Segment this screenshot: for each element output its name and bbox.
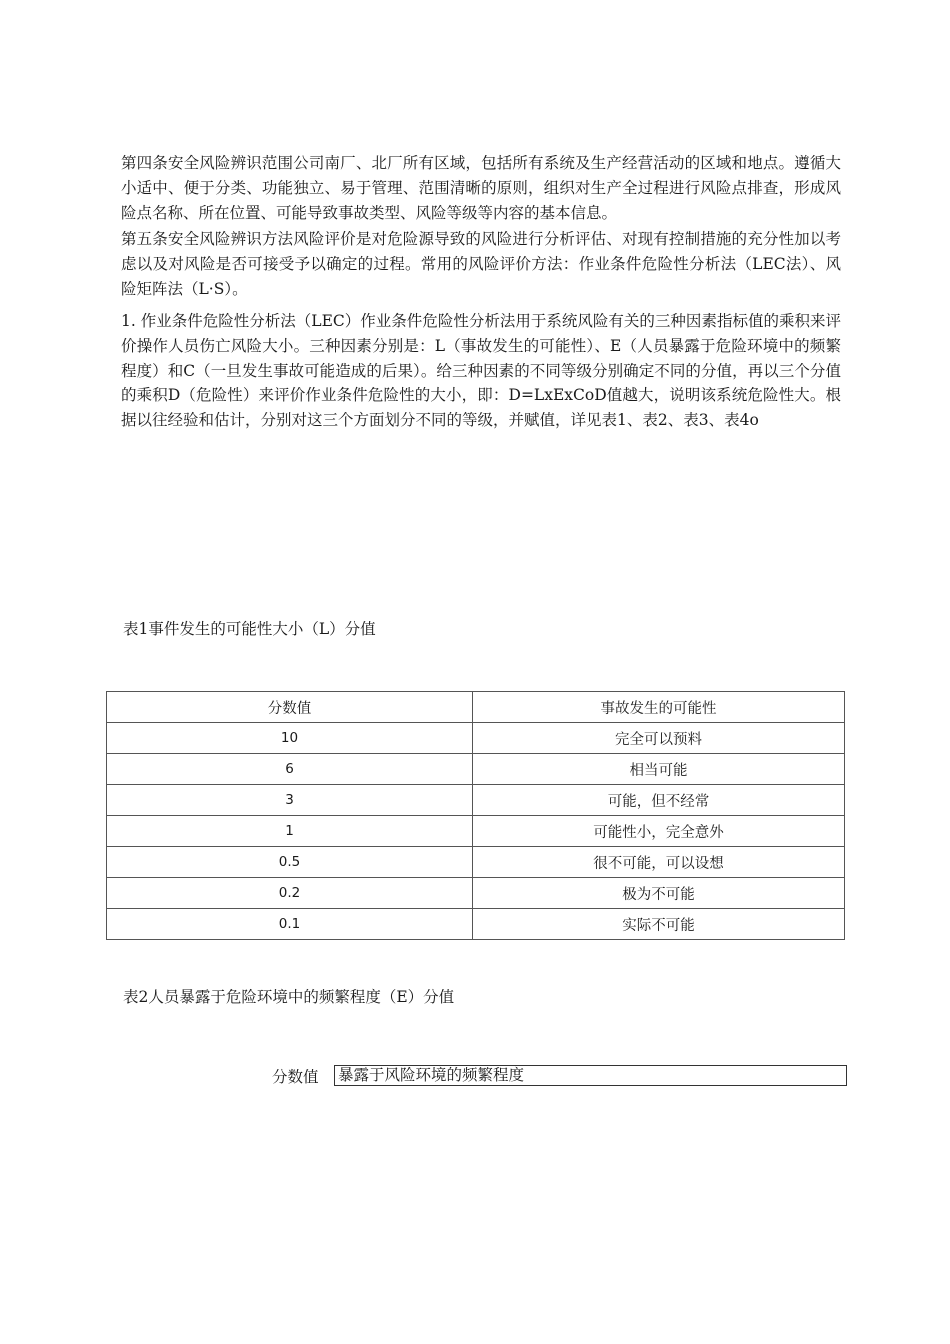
description-cell: 可能性小，完全意外	[473, 816, 845, 847]
table-row	[107, 816, 845, 847]
table-row	[107, 754, 845, 785]
score-cell: 0.1	[107, 909, 473, 940]
score-cell: 0.2	[107, 878, 473, 909]
table-row	[107, 723, 845, 754]
likelihood-table	[106, 691, 845, 940]
article-4-paragraph: 第四条安全风险辨识范围公司南厂、北厂所有区域，包括所有系统及生产经营活动的区域和地点。遵循大小适中、便于分类、功能独立、易于管理、范围清晰的原则，组织对生产全过程进行风险点排查，形成风险点名称、所在位置、可能导致事故类型、风险等级等内容的基本信息。	[121, 154, 841, 222]
table-row	[107, 909, 845, 940]
header-score: 分数值	[107, 692, 473, 723]
score-cell: 6	[107, 754, 473, 785]
table-1-caption: 表1事件发生的可能性大小（L）分值	[123, 620, 376, 638]
table-row	[107, 878, 845, 909]
description-cell: 可能，但不经常	[473, 785, 845, 816]
score-cell: 1	[107, 816, 473, 847]
table-row	[107, 785, 845, 816]
description-cell: 相当可能	[473, 754, 845, 785]
description-cell: 实际不可能	[473, 909, 845, 940]
description-cell: 极为不可能	[473, 878, 845, 909]
description-cell: 很不可能，可以设想	[473, 847, 845, 878]
header-likelihood: 事故发生的可能性	[473, 692, 845, 723]
table-2-caption: 表2人员暴露于危险环境中的频繁程度（E）分值	[123, 988, 455, 1006]
table-2-score-header: 分数值	[272, 1068, 319, 1086]
table-row	[107, 847, 845, 878]
table-2-exposure-header: 暴露于风险环境的频繁程度	[334, 1065, 847, 1086]
score-cell: 0.5	[107, 847, 473, 878]
article-5-paragraph: 第五条安全风险辨识方法风险评价是对危险源导致的风险进行分析评估、对现有控制措施的充分性加以考虑以及对风险是否可接受予以确定的过程。常用的风险评价方法：作业条件危险性分析法（LEC法）、风险矩阵法（L·S）。	[121, 230, 841, 298]
description-cell: 完全可以预料	[473, 723, 845, 754]
table-header-row	[107, 692, 845, 723]
score-cell: 10	[107, 723, 473, 754]
score-cell: 3	[107, 785, 473, 816]
lec-method-paragraph: 1. 作业条件危险性分析法（LEC）作业条件危险性分析法用于系统风险有关的三种因素指标值的乘积来评价操作人员伤亡风险大小。三种因素分别是：L（事故发生的可能性）、E（人员暴露于危险环境中的频繁程度）和C（一旦发生事故可能造成的后果）。给三种因素的不同等级分别确定不同的分值，再以三个分值的乘积D（危险性）来评价作业条件危险性的大小，即：D=LxExCoD值越大，说明该系统危险性大。根据以往经验和估计，分别对这三个方面划分不同的等级，并赋值，详见表1、表2、表3、表4o	[121, 312, 841, 430]
